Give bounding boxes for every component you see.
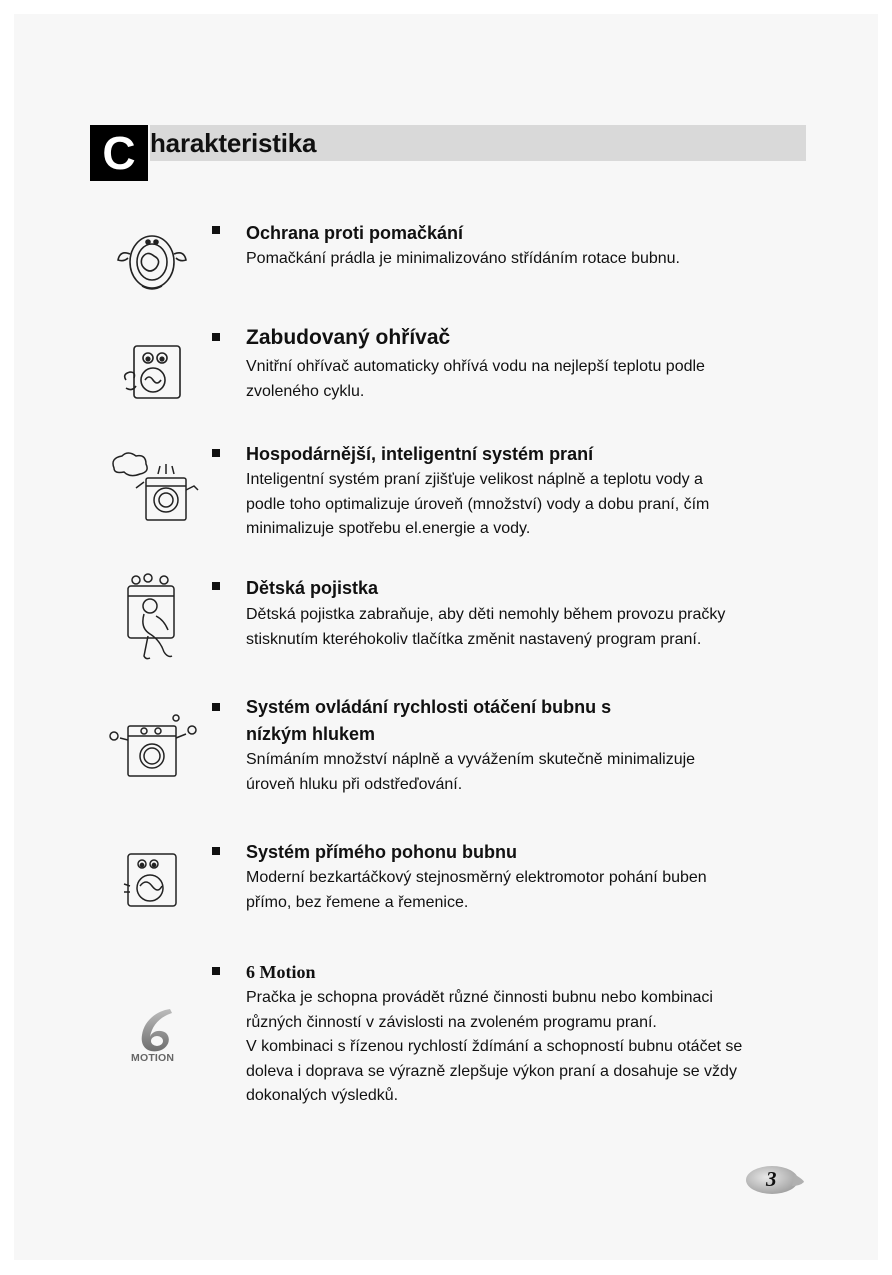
header-initial: C	[102, 127, 136, 179]
feature-title-continued: nízkým hlukem	[246, 724, 376, 744]
feature-description-line: V kombinaci s řízenou rychlostí ždímání a schopností bubnu otáčet se	[246, 1038, 743, 1055]
feature-description-line: Pomačkání prádla je minimalizováno střídáním rotace bubnu.	[246, 250, 680, 267]
feature-description-line: Dětská pojistka zabraňuje, aby děti nemohly během provozu pračky	[246, 606, 726, 623]
feature-description-line: stisknutím kteréhokoliv tlačítka změnit nastavený program praní.	[246, 630, 702, 648]
bullet-marker	[212, 449, 220, 457]
anti-crease-drum-icon	[112, 228, 192, 294]
feature-description-line: doleva i doprava se výrazně zlepšuje výkon praní a dosahuje se vždy	[246, 1062, 737, 1080]
page-title: harakteristika	[150, 128, 317, 158]
feature-description	[246, 355, 806, 404]
feature-description-line: úroveň hluku při odstřeďování.	[246, 775, 463, 793]
feature-description	[246, 866, 806, 915]
feature-description-line: Vnitřní ohřívač automaticky ohřívá vodu na nejlepší teplotu podle	[246, 358, 705, 375]
feature-description-line: minimalizuje spotřebu el.energie a vody.	[246, 520, 531, 537]
direct-drive-washer-icon	[122, 850, 182, 910]
six-motion-logo-text: MOTION	[131, 1052, 175, 1064]
feature-description-line: různých činností v závislosti na zvoleném programu praní.	[246, 1013, 657, 1031]
bullet-marker	[212, 703, 220, 711]
feature-description-line: podle toho optimalizuje úroveň (množství) vody a dobu praní, čím	[246, 495, 710, 513]
bullet-marker	[212, 226, 220, 234]
bullet-marker	[212, 967, 220, 975]
feature-title: Systém přímého pohonu bubnu	[246, 842, 517, 862]
low-noise-washer-icon	[106, 710, 202, 778]
bullet-marker	[212, 333, 220, 341]
feature-description	[246, 468, 806, 542]
feature-description-line: Pračka je schopna provádět různé činnosti bubnu nebo kombinaci	[246, 989, 713, 1006]
smart-washer-icon	[108, 450, 200, 524]
feature-description-line: dokonalých výsledků.	[246, 1087, 399, 1104]
feature-description-line: Moderní bezkartáčkový stejnosměrný elektromotor pohání buben	[246, 869, 707, 886]
feature-description-line: zvoleného cyklu.	[246, 382, 365, 400]
feature-title: Ochrana proti pomačkání	[246, 223, 464, 243]
feature-description-line: přímo, bez řemene a řemenice.	[246, 893, 469, 911]
feature-description-line: Snímáním množství náplně a vyvážením skutečně minimalizuje	[246, 751, 696, 768]
feature-description	[246, 603, 806, 652]
heater-washer-icon	[120, 340, 186, 402]
child-lock-icon	[120, 572, 184, 664]
feature-title: Hospodárnější, inteligentní systém praní	[246, 444, 594, 464]
feature-description	[246, 986, 806, 1109]
header-initial-box	[90, 125, 148, 181]
feature-description	[246, 247, 806, 272]
page-number: 3	[766, 1167, 777, 1191]
bullet-marker	[212, 582, 220, 590]
feature-description	[246, 748, 806, 797]
feature-title: Zabudovaný ohřívač	[246, 326, 451, 349]
bullet-marker	[212, 847, 220, 855]
feature-title: Systém ovládání rychlosti otáčení bubnu s	[246, 697, 612, 717]
feature-title: 6 Motion	[246, 962, 316, 982]
feature-title: Dětská pojistka	[246, 578, 379, 598]
feature-description-line: Inteligentní systém praní zjišťuje velikost náplně a teplotu vody a	[246, 471, 703, 488]
